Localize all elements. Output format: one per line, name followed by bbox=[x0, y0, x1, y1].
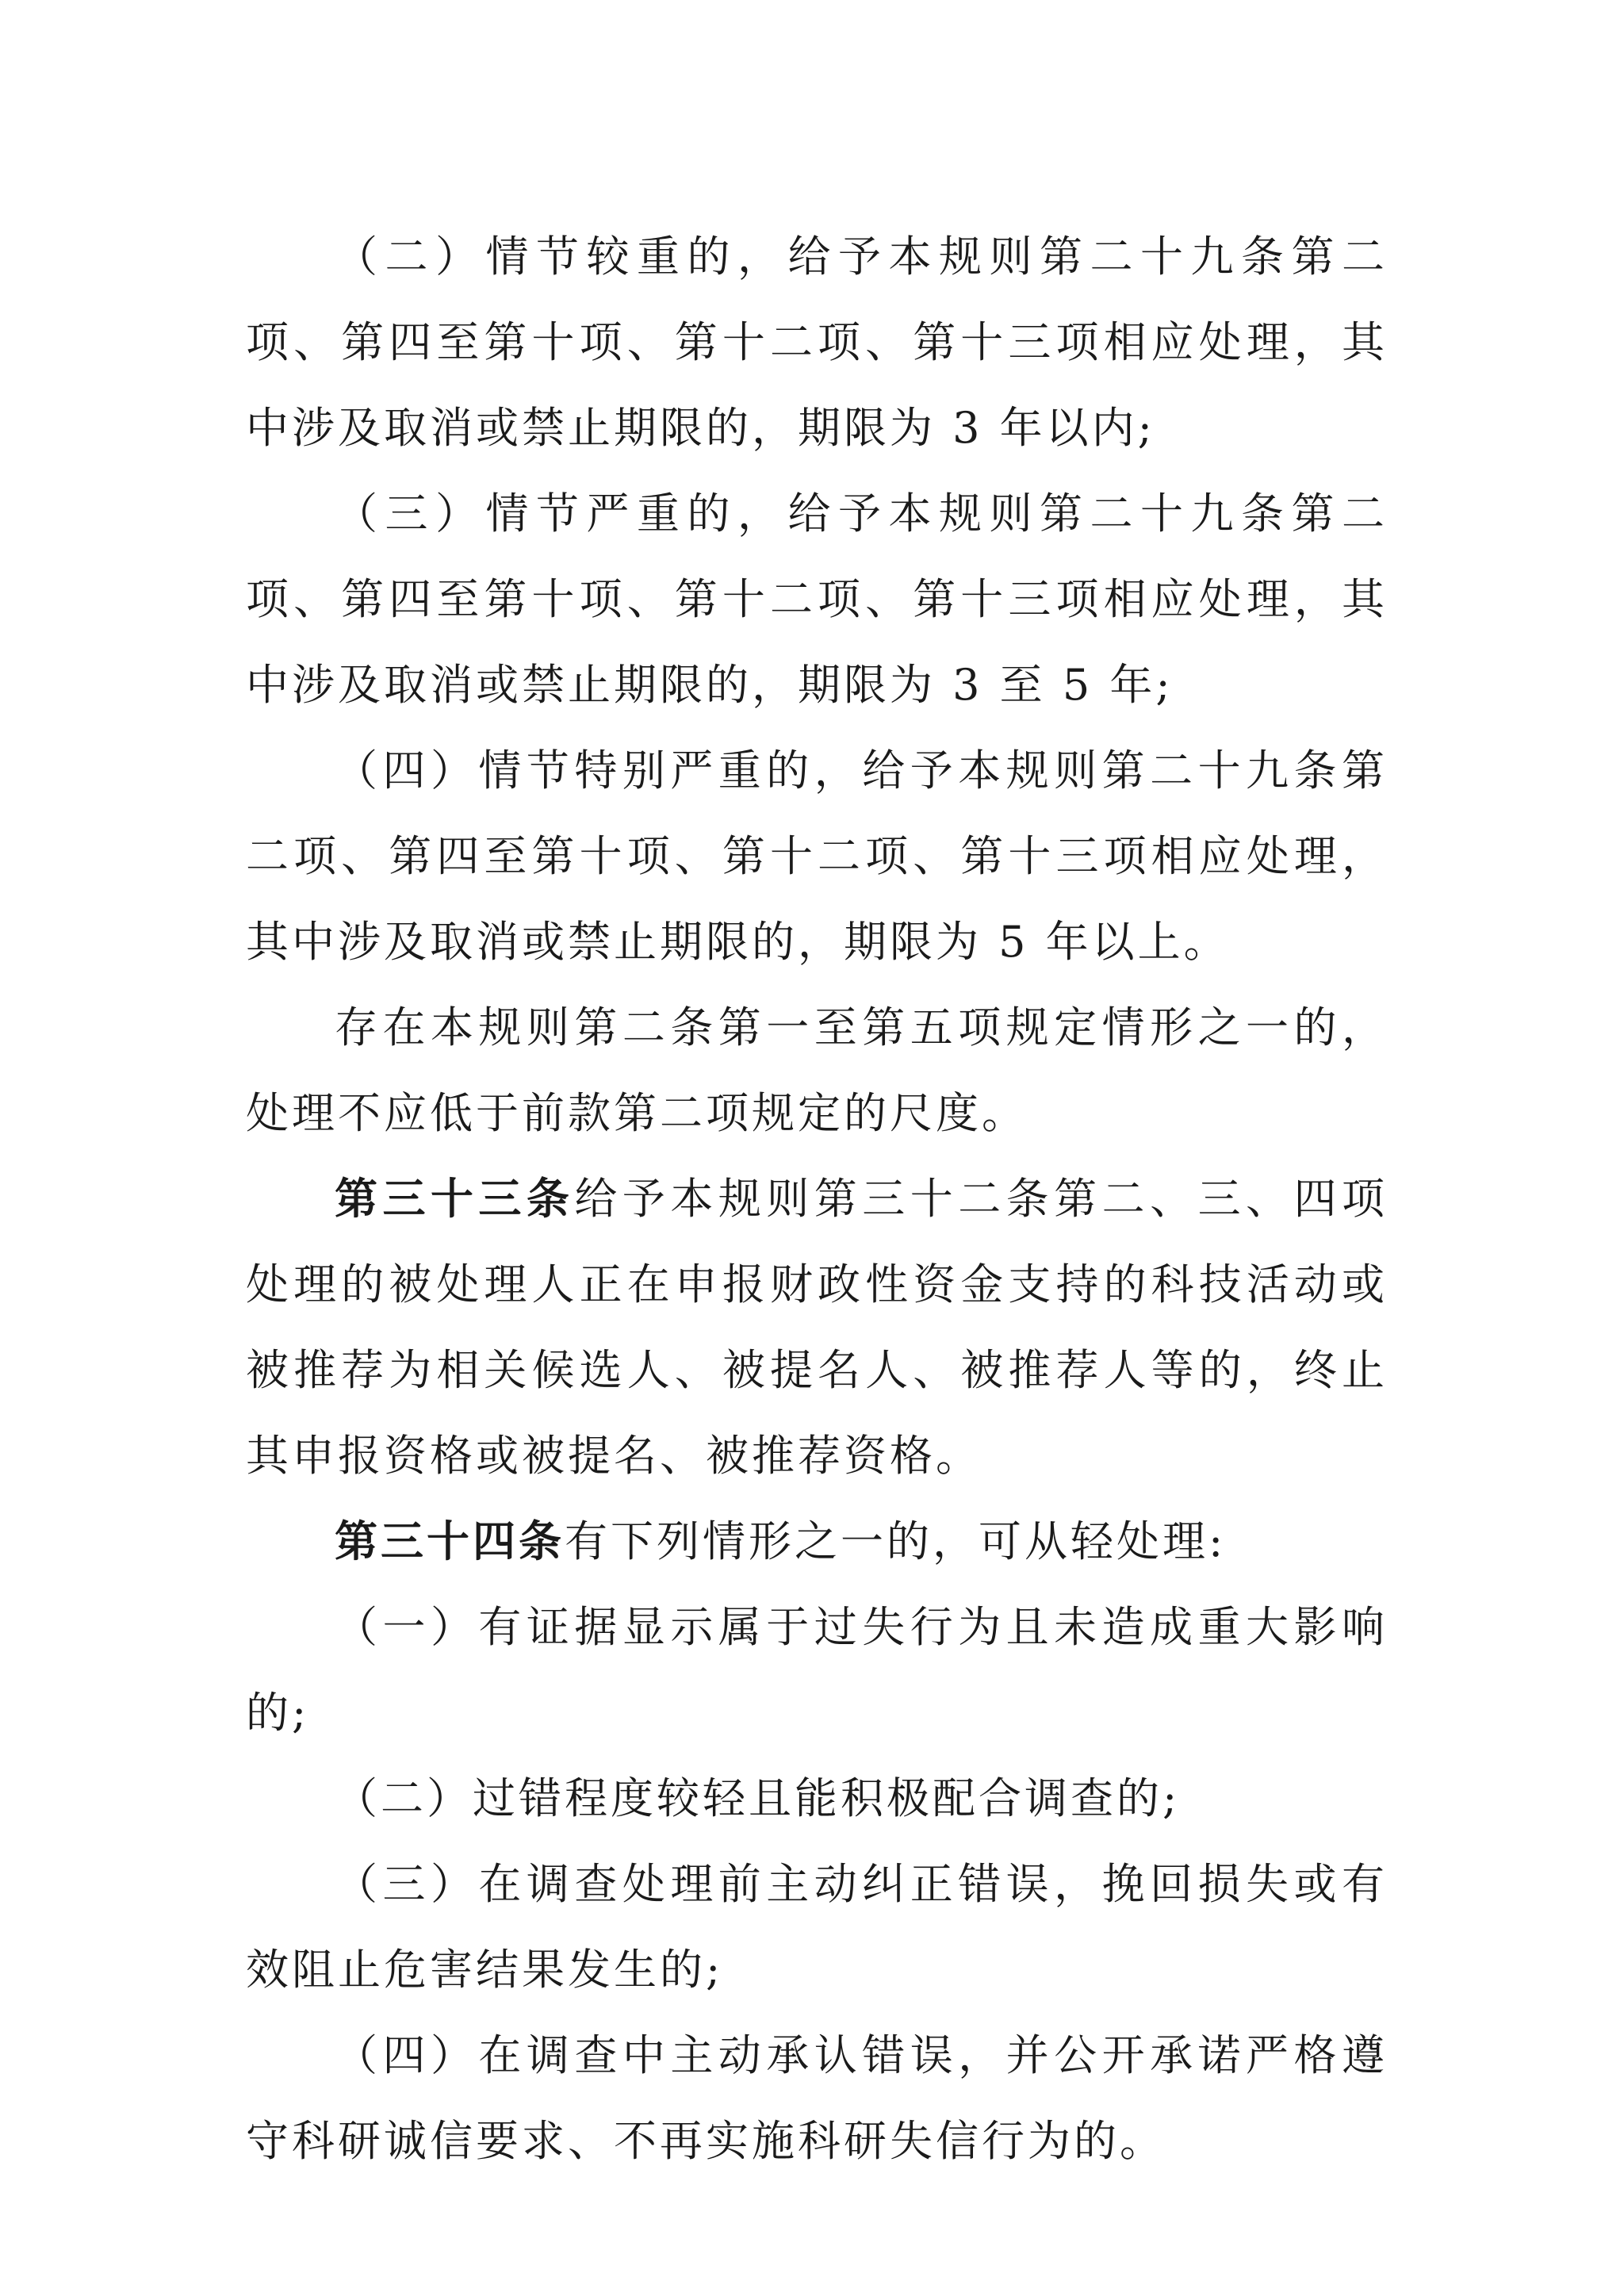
paragraph-lenient-item-1 bbox=[246, 1585, 1388, 1756]
article-33 bbox=[246, 1156, 1388, 1499]
document-page bbox=[246, 214, 1388, 2184]
paragraph-lenient-item-3 bbox=[246, 1842, 1388, 2013]
paragraph-text: 有下列情形之一的，可从轻处理: bbox=[565, 1516, 1227, 1566]
paragraph-text: （二）过错程度较轻且能积极配合调查的; bbox=[335, 1773, 1181, 1823]
article-33-label: 第三十三条 bbox=[335, 1174, 575, 1224]
article-34 bbox=[246, 1499, 1388, 1585]
paragraph-text: （三）情节严重的，给予本规则第二十九条第二项、第四至第十项、第十二项、第十三项相应处理，其中涉及取消或禁止期限的，期限为 3 至 5 年; bbox=[246, 489, 1388, 710]
paragraph-text: 给予本规则第三十二条第二、三、四项处理的被处理人正在申报财政性资金支持的科技活动或被推荐为相关候选人、被提名人、被推荐人等的，终止其申报资格或被提名、被推荐资格。 bbox=[246, 1174, 1388, 1481]
paragraph-item-2-severe bbox=[246, 214, 1388, 471]
paragraph-text: （一）有证据显示属于过失行为且未造成重大影响的; bbox=[246, 1602, 1388, 1738]
paragraph-text: （三）在调查处理前主动纠正错误，挽回损失或有效阻止危害结果发生的; bbox=[246, 1859, 1388, 1995]
paragraph-minimum-standard bbox=[246, 985, 1388, 1156]
paragraph-text: （二）情节较重的，给予本规则第二十九条第二项、第四至第十项、第十二项、第十三项相应处理，其中涉及取消或禁止期限的，期限为 3 年以内; bbox=[246, 232, 1388, 453]
paragraph-text: 存在本规则第二条第一至第五项规定情形之一的，处理不应低于前款第二项规定的尺度。 bbox=[246, 1002, 1388, 1138]
article-34-label: 第三十四条 bbox=[335, 1516, 565, 1566]
paragraph-lenient-item-4 bbox=[246, 2013, 1388, 2184]
paragraph-text: （四）情节特别严重的，给予本规则第二十九条第二项、第四至第十项、第十二项、第十三项相应处理，其中涉及取消或禁止期限的，期限为 5 年以上。 bbox=[246, 746, 1388, 967]
paragraph-text: （四）在调查中主动承认错误，并公开承诺严格遵守科研诚信要求、不再实施科研失信行为的。 bbox=[246, 2030, 1388, 2166]
paragraph-item-3-serious bbox=[246, 471, 1388, 728]
paragraph-item-4-especially-serious bbox=[246, 728, 1388, 985]
paragraph-lenient-item-2 bbox=[246, 1756, 1388, 1842]
